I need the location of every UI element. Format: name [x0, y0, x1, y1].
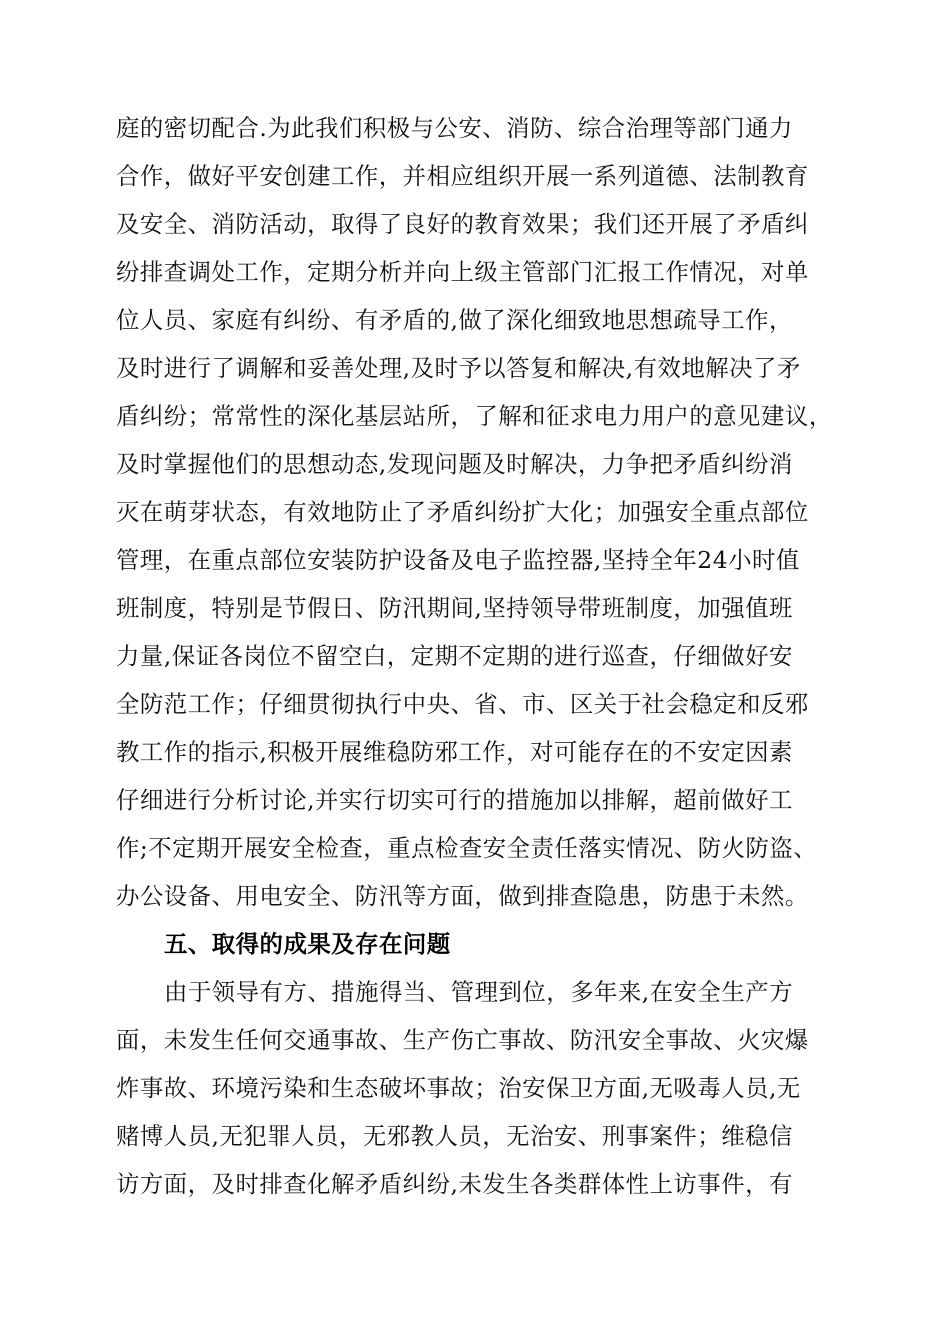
paragraph-line: 纷排查调处工作，定期分析并向上级主管部门汇报工作情况，对单	[116, 258, 809, 286]
paragraph-line: 及时掌握他们的思想动态,发现问题及时解决，力争把矛盾纠纷消	[116, 450, 793, 478]
paragraph-line: 教工作的指示,积极开展维稳防邪工作，对可能存在的不安定因素	[116, 738, 793, 766]
paragraph-line: 访方面，及时排查化解矛盾纠纷,未发生各类群体性上访事件，有	[116, 1170, 793, 1198]
section-heading: 五、取得的成果及存在问题	[164, 930, 451, 958]
paragraph-line: 力量,保证各岗位不留空白，定期不定期的进行巡查，仔细做好安	[116, 642, 793, 670]
paragraph-line: 由于领导有方、措施得当、管理到位，多年来,在安全生产方	[164, 978, 794, 1006]
paragraph-line: 位人员、家庭有纠纷、有矛盾的,做了深化细致地思想疏导工作，	[116, 306, 793, 334]
paragraph-line: 盾纠纷；常常性的深化基层站所，了解和征求电力用户的意见建议，	[116, 402, 833, 430]
paragraph-line: 合作，做好平安创建工作，并相应组织开展一系列道德、法制教育	[116, 162, 809, 190]
paragraph-line: 面，未发生任何交通事故、生产伤亡事故、防汛安全事故、火灾爆	[116, 1026, 809, 1054]
paragraph-line: 仔细进行分析讨论,并实行切实可行的措施加以排解，超前做好工	[116, 786, 793, 814]
paragraph-line: 灭在萌芽状态，有效地防止了矛盾纠纷扩大化；加强安全重点部位	[116, 498, 809, 526]
paragraph-line: 庭的密切配合.为此我们积极与公安、消防、综合治理等部门通力	[116, 114, 793, 142]
paragraph-line: 及安全、消防活动，取得了良好的教育效果；我们还开展了矛盾纠	[116, 210, 809, 238]
paragraph-line: 办公设备、用电安全、防汛等方面，做到排查隐患，防患于未然。	[116, 882, 809, 910]
paragraph-line: 赌博人员,无犯罪人员，无邪教人员，无治安、刑事案件；维稳信	[116, 1122, 793, 1150]
paragraph-line: 炸事故、环境污染和生态破坏事故；治安保卫方面,无吸毒人员,无	[116, 1074, 801, 1102]
paragraph-line: 管理，在重点部位安装防护设备及电子监控器,坚持全年24小时值	[116, 546, 800, 574]
paragraph-line: 班制度，特别是节假日、防汛期间,坚持领导带班制度，加强值班	[116, 594, 793, 622]
paragraph-line: 及时进行了调解和妥善处理,及时予以答复和解决,有效地解决了矛	[116, 354, 801, 382]
paragraph-line: 全防范工作；仔细贯彻执行中央、省、市、区关于社会稳定和反邪	[116, 690, 809, 718]
paragraph-line: 作;不定期开展安全检查，重点检查安全责任落实情况、防火防盗、	[116, 834, 818, 862]
